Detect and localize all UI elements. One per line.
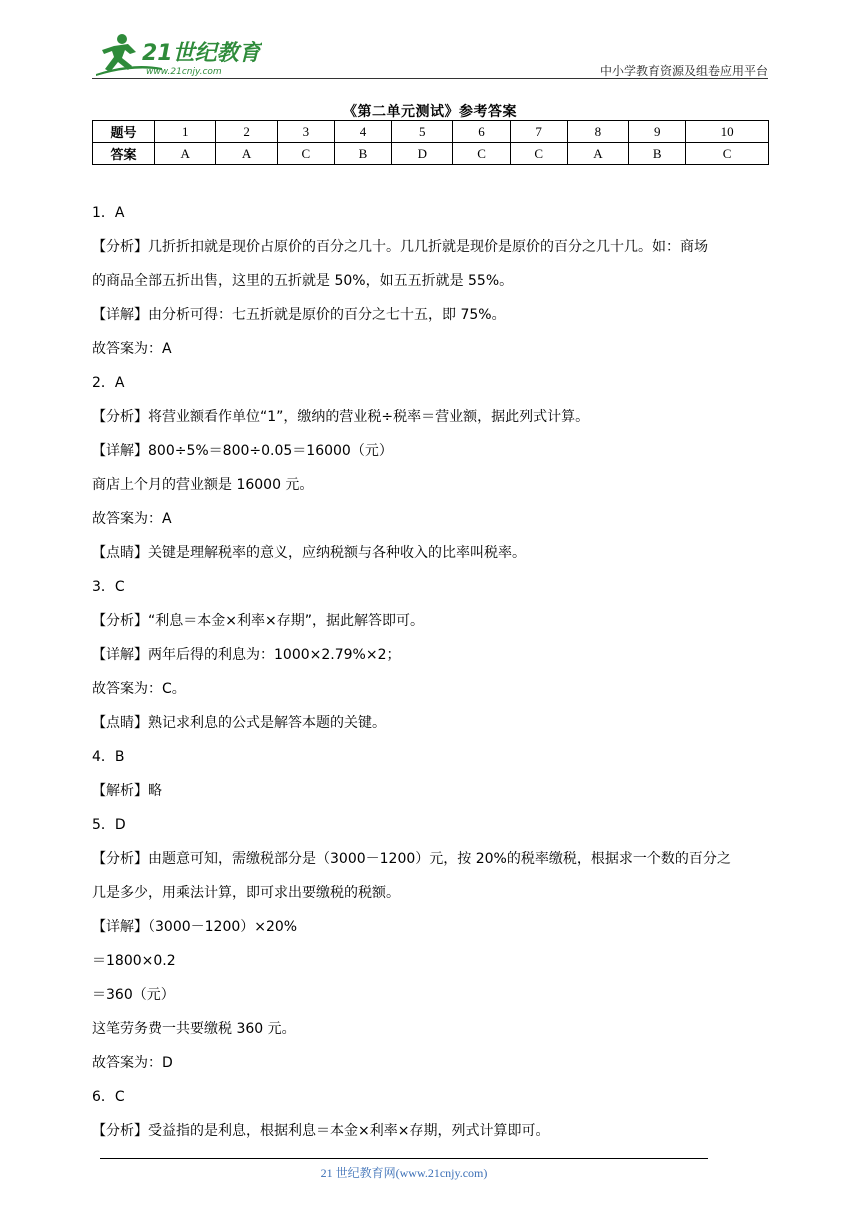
answer-cell: C	[510, 143, 567, 165]
conclusion-line: 故答案为：A	[92, 511, 172, 527]
analysis-line: 的商品全部五折出售，这里的五折就是 50%，如五五折就是 55%。	[92, 273, 514, 289]
answer-row	[93, 143, 769, 165]
conclusion-line: 故答案为：D	[92, 1055, 173, 1071]
page-header	[92, 32, 768, 80]
detail-line: ＝1800×0.2	[92, 953, 176, 969]
conclusion-line: 故答案为：C。	[92, 681, 186, 697]
answer-cell: B	[629, 143, 686, 165]
answer-heading: 6．C	[92, 1089, 125, 1105]
solutions-body	[92, 196, 768, 1148]
answer-heading: 3．C	[92, 579, 125, 595]
detail-line: 【详解】由分析可得：七五折就是原价的百分之七十五，即 75%。	[92, 307, 506, 323]
row-label-question: 题号	[93, 121, 155, 143]
answer-cell: C	[277, 143, 334, 165]
answer-heading: 2．A	[92, 375, 125, 391]
question-number: 8	[567, 121, 628, 143]
answer-cell: A	[567, 143, 628, 165]
answer-heading: 5．D	[92, 817, 126, 833]
question-number: 7	[510, 121, 567, 143]
answer-heading: 4．B	[92, 749, 125, 765]
question-number: 1	[155, 121, 216, 143]
answer-cell: C	[686, 143, 769, 165]
answer-cell: A	[155, 143, 216, 165]
answer-cell: C	[453, 143, 510, 165]
analysis-line: 【分析】“利息＝本金×利率×存期”，据此解答即可。	[92, 613, 424, 629]
tip-line: 【点睛】熟记求利息的公式是解答本题的关键。	[92, 715, 386, 731]
document-title: 《第二单元测试》参考答案	[343, 104, 517, 120]
question-number: 10	[686, 121, 769, 143]
detail-line: 【详解】（3000－1200）×20%	[92, 919, 298, 935]
analysis-line: 【分析】受益指的是利息，根据利息＝本金×利率×存期，列式计算即可。	[92, 1123, 550, 1139]
detail-line: 商店上个月的营业额是 16000 元。	[92, 477, 314, 493]
analysis-line: 【分析】由题意可知，需缴税部分是（3000－1200）元，按 20%的税率缴税，根据求一个数的百分之	[92, 851, 731, 867]
answer-cell: A	[216, 143, 277, 165]
tip-line: 【点睛】关键是理解税率的意义，应纳税额与各种收入的比率叫税率。	[92, 545, 526, 561]
explanation-line: 【解析】略	[92, 783, 162, 799]
detail-line: 【详解】800÷5%＝800÷0.05＝16000（元）	[92, 443, 393, 459]
answer-cell: D	[392, 143, 453, 165]
header-divider	[92, 78, 768, 79]
question-number: 5	[392, 121, 453, 143]
question-number: 9	[629, 121, 686, 143]
site-logo	[92, 32, 262, 78]
analysis-line: 【分析】将营业额看作单位“1”，缴纳的营业税÷税率＝营业额，据此列式计算。	[92, 409, 590, 425]
question-number-row	[93, 121, 769, 143]
footer-divider	[100, 1158, 708, 1159]
header-platform-text: 中小学教育资源及组卷应用平台	[599, 64, 768, 78]
answer-heading: 1．A	[92, 205, 125, 221]
logo-text: 21世纪教育	[142, 41, 261, 66]
analysis-line: 【分析】几折折扣就是现价占原价的百分之几十。几几折就是现价是原价的百分之几十几。如：商场	[92, 239, 708, 255]
answer-key-table	[92, 120, 769, 165]
analysis-line: 几是多少，用乘法计算，即可求出要缴税的税额。	[92, 885, 400, 901]
detail-line: ＝360（元）	[92, 987, 175, 1003]
detail-line: 这笔劳务费一共要缴税 360 元。	[92, 1021, 296, 1037]
question-number: 3	[277, 121, 334, 143]
footer-link[interactable]: 21 世纪教育网(www.21cnjy.com)	[320, 1166, 488, 1180]
detail-line: 【详解】两年后得的利息为：1000×2.79%×2；	[92, 647, 401, 663]
answer-cell: B	[334, 143, 391, 165]
question-number: 4	[334, 121, 391, 143]
logo-url: www.21cnjy.com	[146, 67, 222, 77]
conclusion-line: 故答案为：A	[92, 341, 172, 357]
question-number: 2	[216, 121, 277, 143]
row-label-answer: 答案	[93, 143, 155, 165]
question-number: 6	[453, 121, 510, 143]
